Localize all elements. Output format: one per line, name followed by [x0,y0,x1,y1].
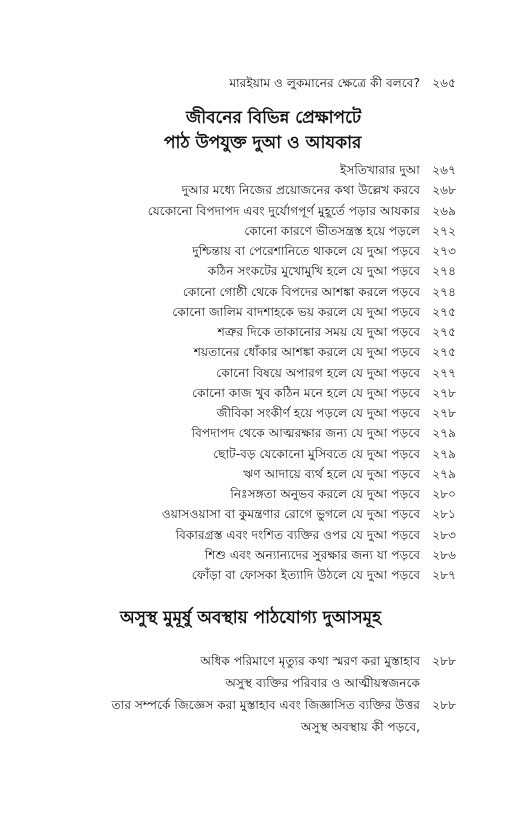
toc-entry[interactable] [60,242,456,260]
toc-entry[interactable] [60,445,456,463]
toc-entry-title: কোনো কারণে ভীতসন্ত্রস্ত হয়ে পড়লে [244,223,420,238]
toc-entry-page: ২৭৮ [432,385,456,400]
section-heading-1b: পাঠ উপযুক্ত দুআ ও আযকার [164,133,362,153]
toc-entry-page: ২৭৪ [432,264,456,279]
toc-entry[interactable] [60,181,456,199]
toc-entry-page: ২৭২ [432,223,456,238]
toc-entry[interactable] [60,546,456,564]
toc-entry-title: অধিক পরিমাণে মৃত্যুর কথা স্মরণ করা মুস্তাহাব [200,654,420,668]
section-heading-1a: জীবনের বিভিন্ন প্রেক্ষাপটে [186,108,362,128]
toc-entry[interactable] [60,505,456,523]
toc-entry[interactable] [60,323,456,341]
toc-entry[interactable] [60,283,456,301]
toc-entry[interactable] [60,74,456,92]
toc-entry-page: ২৬৯ [432,203,456,218]
toc-entry-page: ২৭৭ [432,365,456,380]
toc-entry-title: কোনো বিষয়ে অপারগ হলে যে দুআ পড়বে [216,365,420,380]
toc-entry-group [60,652,456,740]
section-heading-2: অসুস্থ মুমূর্ষু অবস্থায় পাঠযোগ্য দুআসমূহ [120,608,382,628]
toc-entry[interactable] [60,364,456,382]
toc-entry[interactable] [60,404,456,422]
toc-entry-title: মারইয়াম ও লুকমানের ক্ষেত্রে কী বলবে? [229,76,420,90]
toc-entry-line[interactable] [60,674,456,696]
toc-entry-page: ২৮১ [432,507,456,522]
toc-entry-page: ২৭৪ [432,284,456,299]
toc-entry[interactable] [60,161,456,179]
toc-entry-title: অসুস্থ ব্যক্তির পরিবার ও আত্মীয়স্বজনকে [225,676,420,690]
toc-entry-title: বিপদাপদ থেকে আত্মরক্ষার জন্য যে দুআ পড়বে [191,426,420,441]
toc-entry-title: তার সম্পর্কে জিজ্ঞেস করা মুস্তাহাব এবং জিজ্ঞাসিত ব্যক্তির উত্তর [111,698,420,712]
toc-entry-page: ২৮৩ [432,527,456,542]
toc-entry-title: শিশু এবং অন্যান্যদের সুরক্ষার জন্য যা পড়বে [204,547,420,562]
toc-entry-title: জীবিকা সংকীর্ণ হয়ে পড়লে যে দুআ পড়বে [216,406,420,420]
toc-entry-page: ২৭৫ [432,345,456,360]
toc-entry[interactable] [60,485,456,503]
toc-entry-page: ২৮৬ [432,547,456,562]
toc-entry-page: ২৭৯ [432,426,456,441]
toc-entry[interactable] [60,202,456,220]
toc-entry-title: শত্রুর দিকে তাকানোর সময় যে দুআ পড়বে [217,325,420,339]
toc-entry-page: ২৮৭ [432,568,456,582]
toc-entry[interactable] [60,303,456,321]
toc-entry[interactable] [60,424,456,442]
toc-entry[interactable] [60,384,456,402]
toc-entry-page: ২৭৫ [432,325,456,339]
toc-entry[interactable] [60,566,456,584]
toc-entry[interactable] [60,652,456,674]
toc-entry-page: ২৭৩ [432,244,456,258]
toc-entry-page: ২৭৯ [432,446,456,461]
toc-entry-title: অসুস্থ অবস্থায় কী পড়বে, [301,720,420,734]
toc-entry-title: কোনো গোষ্ঠী থেকে বিপদের আশঙ্কা করলে পড়বে [182,284,420,299]
toc-entry-page: ২৮৮ [432,654,456,668]
toc-entry[interactable] [60,262,456,280]
toc-entry-page: ২৬৭ [432,163,456,177]
toc-entry-title: কোনো কাজ খুব কঠিন মনে হলে যে দুআ পড়বে [192,385,420,400]
toc-entry-page: ২৭৮ [432,406,456,420]
toc-entry-title: ওয়াসওয়াসা বা কুমন্ত্রণার রোগে ভুগলে যে দুআ পড়বে [161,507,420,522]
toc-entry[interactable] [60,718,456,740]
toc-entry[interactable] [60,222,456,240]
toc-entry-title: ইসতিখারার দুআ [340,163,420,177]
toc-entry[interactable] [60,465,456,483]
toc-entry-title: কোনো জালিম বাদশাহকে ভয় করলে যে দুআ পড়বে [172,304,420,319]
toc-entry-title: নিঃসঙ্গতা অনুভব করলে যে দুআ পড়বে [230,487,420,501]
toc-entry-page: ২৬৮ [432,183,456,198]
toc-entry-page: ২৭৫ [432,304,456,319]
toc-entry-title: দুশ্চিন্তায় বা পেরেশানিতে থাকলে যে দুআ পড়বে [192,244,420,258]
toc-entry-title: ঋণ আদায়ে ব্যর্থ হলে যে দুআ পড়বে [243,466,420,481]
toc-entry-line[interactable] [60,696,456,718]
toc-entry-title: ফোঁড়া বা ফোসকা ইত্যাদি উঠলে যে দুআ পড়বে [191,568,420,582]
toc-entry-title: কঠিন সংকটের মুখোমুখি হলে যে দুআ পড়বে [207,264,420,279]
toc-entry[interactable] [60,343,456,361]
toc-entry-title: যেকোনো বিপদাপদ এবং দুর্যোগপূর্ণ মুহূর্তে পড়ার আযকার [147,203,420,218]
toc-entry-title: বিকারগ্রস্ত এবং দংশিত ব্যক্তির ওপর যে দুআ পড়বে [175,527,420,542]
toc-entry-title: ছোট-বড় যেকোনো মুসিবতে যে দুআ পড়বে [213,446,420,461]
toc-entry-page: ২৮০ [432,487,456,501]
toc-entry-title: শয়তানের ধোঁকার আশঙ্কা করলে যে দুআ পড়বে [193,345,420,360]
toc-entry-page: ২৭৯ [432,466,456,481]
toc-entry-title: দুআর মধ্যে নিজের প্রয়োজনের কথা উল্লেখ করবে [181,183,420,198]
toc-entry-page: ২৮৮ [432,698,456,712]
toc-entry[interactable] [60,526,456,544]
toc-entry-page: ২৬৫ [432,76,456,90]
